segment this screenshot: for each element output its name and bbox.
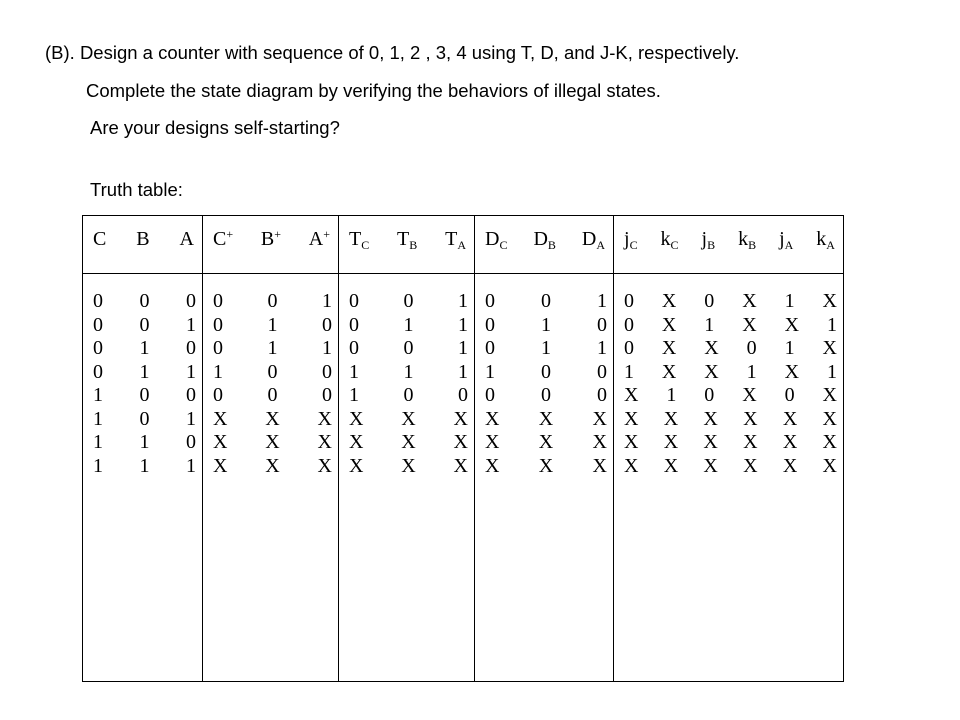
- column-header: [93, 228, 106, 250]
- table-value: X: [703, 454, 718, 477]
- table-value: 0: [485, 337, 495, 359]
- table-value: 0: [186, 384, 196, 406]
- table-value: 1: [186, 407, 196, 430]
- table-value: 1: [784, 337, 795, 359]
- table-value: X: [213, 407, 228, 430]
- problem-statement: (B). Design a counter with sequence of 0, 1, 2 , 3, 4 using T, D, and J-K, respectively.: [45, 42, 740, 63]
- table-value: 1: [322, 337, 332, 359]
- table-value: 0: [704, 384, 715, 406]
- table-row: [93, 408, 196, 432]
- column-header-sub: C: [629, 238, 638, 252]
- table-value: X: [784, 313, 800, 336]
- column-header-base: C: [93, 228, 107, 250]
- table-value: 1: [139, 360, 150, 383]
- column-header: [485, 228, 507, 250]
- table-value: X: [661, 360, 677, 383]
- table-value: 1: [139, 431, 150, 453]
- column-header-base: D: [485, 228, 500, 250]
- table-value: 0: [139, 407, 150, 430]
- table-value: X: [317, 454, 332, 477]
- table-row: [624, 384, 837, 408]
- table-value: 1: [93, 384, 103, 406]
- table-value: X: [822, 384, 837, 406]
- table-row: [93, 384, 196, 408]
- table-row: [349, 431, 468, 455]
- table-value: 0: [186, 290, 196, 312]
- column-header-sup: +: [226, 227, 234, 241]
- column-header-base: k: [738, 228, 749, 250]
- table-value: X: [661, 290, 677, 312]
- column-header-sub: C: [499, 238, 508, 252]
- table-row: [93, 337, 196, 361]
- column-header-base: B: [260, 228, 275, 250]
- table-value: 0: [322, 360, 332, 383]
- table-row: [349, 408, 468, 432]
- table-value: 0: [213, 290, 223, 312]
- column-header-base: j: [624, 228, 630, 250]
- table-row: [213, 431, 332, 455]
- table-value: X: [822, 337, 837, 359]
- table-value: X: [782, 454, 798, 477]
- table-row: [213, 384, 332, 408]
- table-value: 0: [139, 384, 150, 406]
- table-value: X: [265, 454, 280, 477]
- table-value: X: [317, 431, 332, 453]
- column-header: [661, 228, 679, 250]
- table-row: [349, 290, 468, 314]
- column-header-base: T: [349, 228, 362, 250]
- header-cell-jk-inputs: [614, 216, 844, 274]
- column-header-base: k: [660, 228, 671, 250]
- table-value: 1: [267, 313, 278, 336]
- table-value: 1: [93, 454, 103, 477]
- table-value: X: [782, 431, 798, 453]
- table-value: X: [703, 431, 718, 453]
- table-value: 1: [458, 360, 468, 383]
- table-value: 1: [597, 290, 607, 312]
- table-value: X: [453, 431, 468, 453]
- table-value: 1: [458, 290, 468, 312]
- table-value: X: [704, 360, 719, 383]
- table-row: [213, 337, 332, 361]
- table-row: [93, 361, 196, 385]
- column-header-sub: A: [457, 238, 466, 252]
- header-cell-next: [203, 216, 339, 274]
- table-value: 1: [213, 360, 223, 383]
- truth-table: [82, 215, 844, 682]
- table-value: 1: [267, 337, 278, 359]
- table-value: X: [265, 407, 280, 430]
- column-header: [702, 228, 716, 250]
- table-value: 0: [93, 290, 103, 312]
- table-value: 1: [349, 360, 359, 383]
- table-value: X: [704, 337, 719, 359]
- table-value: X: [743, 431, 758, 453]
- table-value: X: [742, 290, 757, 312]
- table-row: [213, 361, 332, 385]
- table-value: X: [592, 431, 607, 453]
- table-row: [485, 384, 607, 408]
- table-value: 1: [826, 313, 837, 336]
- table-row: [93, 314, 196, 338]
- table-value: 1: [403, 313, 414, 336]
- table-row: [213, 314, 332, 338]
- table-value: 0: [624, 337, 634, 359]
- table-value: 0: [93, 313, 103, 336]
- table-value: X: [538, 431, 554, 453]
- table-value: 1: [597, 337, 607, 359]
- table-value: X: [485, 431, 500, 453]
- column-header-base: B: [136, 228, 150, 250]
- column-header-base: A: [308, 228, 324, 250]
- table-row: [624, 408, 837, 432]
- table-value: X: [784, 360, 800, 383]
- table-value: X: [624, 384, 639, 406]
- body-cell-next: [203, 274, 339, 682]
- column-header-sub: B: [748, 238, 757, 252]
- table-row: [213, 455, 332, 479]
- table-value: 0: [746, 337, 757, 359]
- table-row: [485, 337, 607, 361]
- table-value: 1: [485, 360, 495, 383]
- table-value: 1: [139, 454, 150, 477]
- column-header-sub: B: [409, 238, 418, 252]
- table-value: X: [213, 431, 228, 453]
- body-cell-jk-inputs: [614, 274, 844, 682]
- column-header: [309, 228, 330, 250]
- column-header: [180, 228, 194, 250]
- table-value: 0: [485, 384, 495, 406]
- table-value: 0: [349, 290, 359, 312]
- table-row: [624, 431, 837, 455]
- table-value: 0: [267, 290, 278, 312]
- table-row: [485, 455, 607, 479]
- truth-table-label: Truth table:: [90, 179, 183, 200]
- column-header: [624, 228, 638, 250]
- table-value: X: [401, 431, 416, 453]
- table-row: [349, 455, 468, 479]
- header-cell-t-inputs: [339, 216, 475, 274]
- table-value: 1: [93, 407, 103, 430]
- table-value: 0: [93, 360, 103, 383]
- table-value: 0: [541, 290, 551, 312]
- table-value: X: [592, 454, 607, 477]
- column-header-sub: A: [826, 238, 835, 252]
- table-value: 1: [458, 313, 468, 336]
- table-value: 0: [485, 290, 495, 312]
- column-header-sub: C: [670, 238, 679, 252]
- table-row: [624, 290, 837, 314]
- table-value: 0: [597, 384, 607, 406]
- table-value: 0: [213, 337, 223, 359]
- table-value: 0: [403, 384, 414, 406]
- table-value: X: [265, 431, 280, 453]
- table-value: X: [453, 454, 468, 477]
- table-value: 1: [458, 337, 468, 359]
- table-value: 0: [267, 360, 278, 383]
- table-value: X: [592, 407, 607, 430]
- column-header-sub: A: [784, 238, 794, 252]
- table-value: 0: [704, 290, 715, 312]
- table-value: 1: [93, 431, 103, 453]
- table-value: X: [349, 454, 364, 477]
- table-value: 0: [186, 337, 196, 359]
- instruction-state-diagram: Complete the state diagram by verifying the behaviors of illegal states.: [86, 80, 661, 101]
- table-value: 0: [541, 360, 551, 383]
- table-value: 1: [826, 360, 837, 383]
- table-value: 1: [784, 290, 795, 312]
- column-header: [136, 228, 149, 250]
- table-value: 0: [624, 290, 634, 312]
- column-header-base: T: [397, 228, 410, 250]
- table-value: 0: [186, 431, 196, 453]
- table-value: X: [485, 407, 500, 430]
- column-header-base: j: [701, 228, 708, 250]
- table-value: 1: [322, 290, 332, 312]
- table-value: 1: [139, 337, 150, 359]
- table-value: 0: [458, 384, 468, 406]
- table-value: 1: [746, 360, 757, 383]
- table-row: [93, 431, 196, 455]
- table-value: X: [782, 407, 798, 430]
- table-value: X: [624, 407, 639, 430]
- header-cell-d-inputs: [475, 216, 614, 274]
- table-value: 0: [403, 290, 414, 312]
- question-self-starting: Are your designs self-starting?: [90, 117, 340, 138]
- table-row: [624, 361, 837, 385]
- table-value: X: [663, 454, 679, 477]
- body-cell-d-inputs: [475, 274, 614, 682]
- column-header-base: D: [581, 228, 597, 250]
- column-header: [738, 228, 756, 250]
- column-header-base: j: [779, 228, 785, 250]
- table-value: X: [401, 454, 416, 477]
- table-row: [93, 290, 196, 314]
- column-header: [261, 228, 281, 250]
- table-value: X: [349, 431, 364, 453]
- table-value: 1: [541, 313, 551, 336]
- table-row: [213, 408, 332, 432]
- column-header: [779, 228, 793, 250]
- table-value: 1: [403, 360, 414, 383]
- table-value: X: [624, 454, 639, 477]
- table-value: X: [743, 454, 758, 477]
- table-value: X: [349, 407, 364, 430]
- table-value: 0: [349, 337, 359, 359]
- table-value: 0: [267, 384, 278, 406]
- table-row: [485, 408, 607, 432]
- table-value: 0: [213, 313, 223, 336]
- column-header-base: C: [213, 228, 227, 250]
- table-row: [624, 455, 837, 479]
- table-value: 1: [186, 454, 196, 477]
- table-row: [349, 337, 468, 361]
- table-value: 0: [139, 313, 150, 336]
- header-cell-present: [83, 216, 203, 274]
- table-row: [93, 455, 196, 479]
- table-value: X: [538, 454, 554, 477]
- table-value: X: [624, 431, 639, 453]
- table-value: X: [401, 407, 416, 430]
- table-value: 0: [597, 360, 607, 383]
- table-value: X: [661, 337, 677, 359]
- column-header-sup: +: [274, 227, 281, 241]
- table-row: [349, 361, 468, 385]
- table-value: 0: [784, 384, 795, 406]
- table-value: 0: [139, 290, 150, 312]
- table-value: X: [453, 407, 468, 430]
- table-row: [485, 290, 607, 314]
- column-header: [445, 228, 466, 250]
- table-value: 1: [704, 313, 715, 336]
- table-value: 0: [485, 313, 495, 336]
- table-value: 0: [213, 384, 223, 406]
- header-row: [83, 216, 844, 274]
- table-row: [485, 431, 607, 455]
- column-header-base: k: [816, 228, 827, 250]
- table-value: X: [743, 407, 758, 430]
- table-value: X: [822, 290, 837, 312]
- body-cell-t-inputs: [339, 274, 475, 682]
- table-value: 0: [624, 313, 634, 336]
- body-row: [83, 274, 844, 682]
- table-value: 0: [403, 337, 414, 359]
- table-row: [485, 314, 607, 338]
- table-value: 0: [597, 313, 607, 336]
- table-value: 0: [541, 384, 551, 406]
- body-cell-present: [83, 274, 203, 682]
- table-value: X: [538, 407, 554, 430]
- table-value: X: [822, 407, 837, 430]
- column-header: [397, 228, 417, 250]
- column-header: [213, 228, 233, 250]
- table-value: 1: [349, 384, 359, 406]
- column-header-sub: C: [361, 238, 370, 252]
- table-value: X: [317, 407, 332, 430]
- table-value: 0: [349, 313, 359, 336]
- column-header-base: A: [179, 228, 194, 250]
- column-header: [582, 228, 605, 250]
- column-header-base: D: [533, 228, 548, 250]
- table-value: 0: [322, 384, 332, 406]
- table-row: [349, 314, 468, 338]
- column-header-sup: +: [323, 227, 330, 241]
- table-value: 1: [186, 313, 196, 336]
- table-value: 0: [93, 337, 103, 359]
- column-header-sub: A: [596, 238, 605, 252]
- table-value: X: [822, 454, 837, 477]
- table-row: [213, 290, 332, 314]
- table-value: 0: [322, 313, 332, 336]
- table-value: 1: [541, 337, 551, 359]
- table-row: [485, 361, 607, 385]
- table-row: [349, 384, 468, 408]
- column-header-sub: B: [547, 238, 556, 252]
- table-value: X: [661, 313, 677, 336]
- column-header-base: T: [445, 228, 458, 250]
- table-value: X: [742, 313, 757, 336]
- table-value: X: [703, 407, 718, 430]
- table-value: X: [822, 431, 837, 453]
- column-header: [349, 228, 369, 250]
- table-value: X: [663, 407, 679, 430]
- table-value: X: [485, 454, 500, 477]
- table-value: X: [213, 454, 228, 477]
- table-value: 1: [186, 360, 196, 383]
- table-value: 1: [624, 360, 634, 383]
- column-header-sub: B: [707, 238, 716, 252]
- column-header: [533, 228, 555, 250]
- table-row: [624, 314, 837, 338]
- table-row: [624, 337, 837, 361]
- column-header: [816, 228, 835, 250]
- table-value: X: [663, 431, 679, 453]
- table-value: 1: [666, 384, 677, 406]
- table-value: X: [742, 384, 757, 406]
